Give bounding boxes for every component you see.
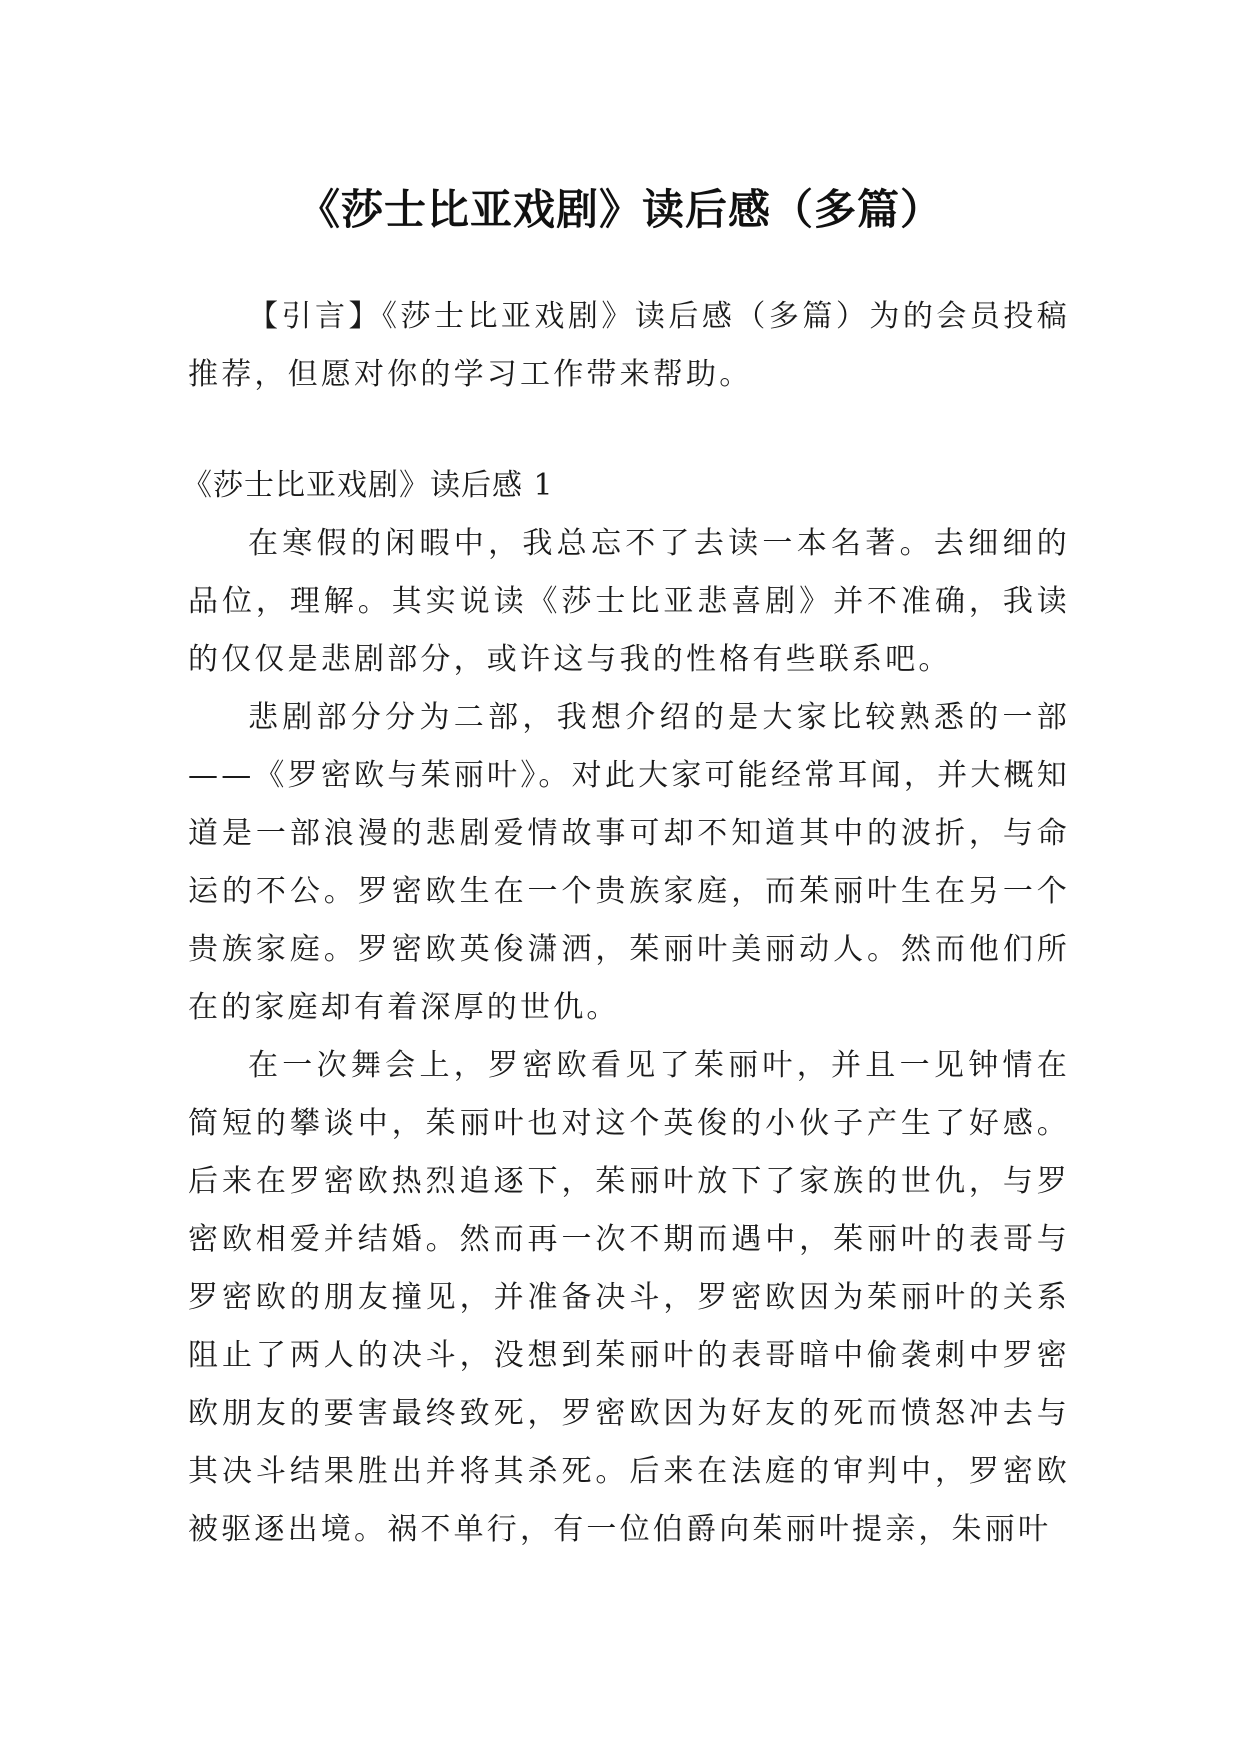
document-title: 《莎士比亚戏剧》读后感（多篇）: [297, 185, 943, 235]
intro-paragraph: 【引言】《莎士比亚戏剧》读后感（多篇）为的会员投稿推荐，但愿对你的学习工作带来帮助。: [188, 299, 1070, 392]
body-paragraph: 在寒假的闲暇中，我总忘不了去读一本名著。去细细的品位，理解。其实说读《莎士比亚悲喜剧》并不准确，我读的仅仅是悲剧部分，或许这与我的性格有些联系吧。: [188, 526, 1070, 677]
body-paragraph: 悲剧部分分为二部，我想介绍的是大家比较熟悉的一部——《罗密欧与茱丽叶》。对此大家可能经常耳闻，并大概知道是一部浪漫的悲剧爱情故事可却不知道其中的波折，与命运的不公。罗密欧生在一个贵族家庭，而茱丽叶生在另一个贵族家庭。罗密欧英俊潇洒，茱丽叶美丽动人。然而他们所在的家庭却有着深厚的世仇。: [188, 700, 1070, 1025]
section-heading: 《莎士比亚戏剧》读后感 1: [182, 468, 554, 503]
body-paragraph: 在一次舞会上，罗密欧看见了茱丽叶，并且一见钟情在简短的攀谈中，茱丽叶也对这个英俊的小伙子产生了好感。后来在罗密欧热烈追逐下，茱丽叶放下了家族的世仇，与罗密欧相爱并结婚。然而再一次不期而遇中，茱丽叶的表哥与罗密欧的朋友撞见，并准备决斗，罗密欧因为茱丽叶的关系阻止了两人的决斗，没想到茱丽叶的表哥暗中偷袭刺中罗密欧朋友的要害最终致死，罗密欧因为好友的死而愤怒冲去与其决斗结果胜出并将其杀死。后来在法庭的审判中，罗密欧被驱逐出境。祸不单行，有一位伯爵向茱丽叶提亲，朱丽叶: [188, 1048, 1070, 1547]
intro-block: [188, 288, 1070, 404]
section-body: [188, 515, 1070, 1559]
essay-section-1: [182, 457, 1070, 1559]
